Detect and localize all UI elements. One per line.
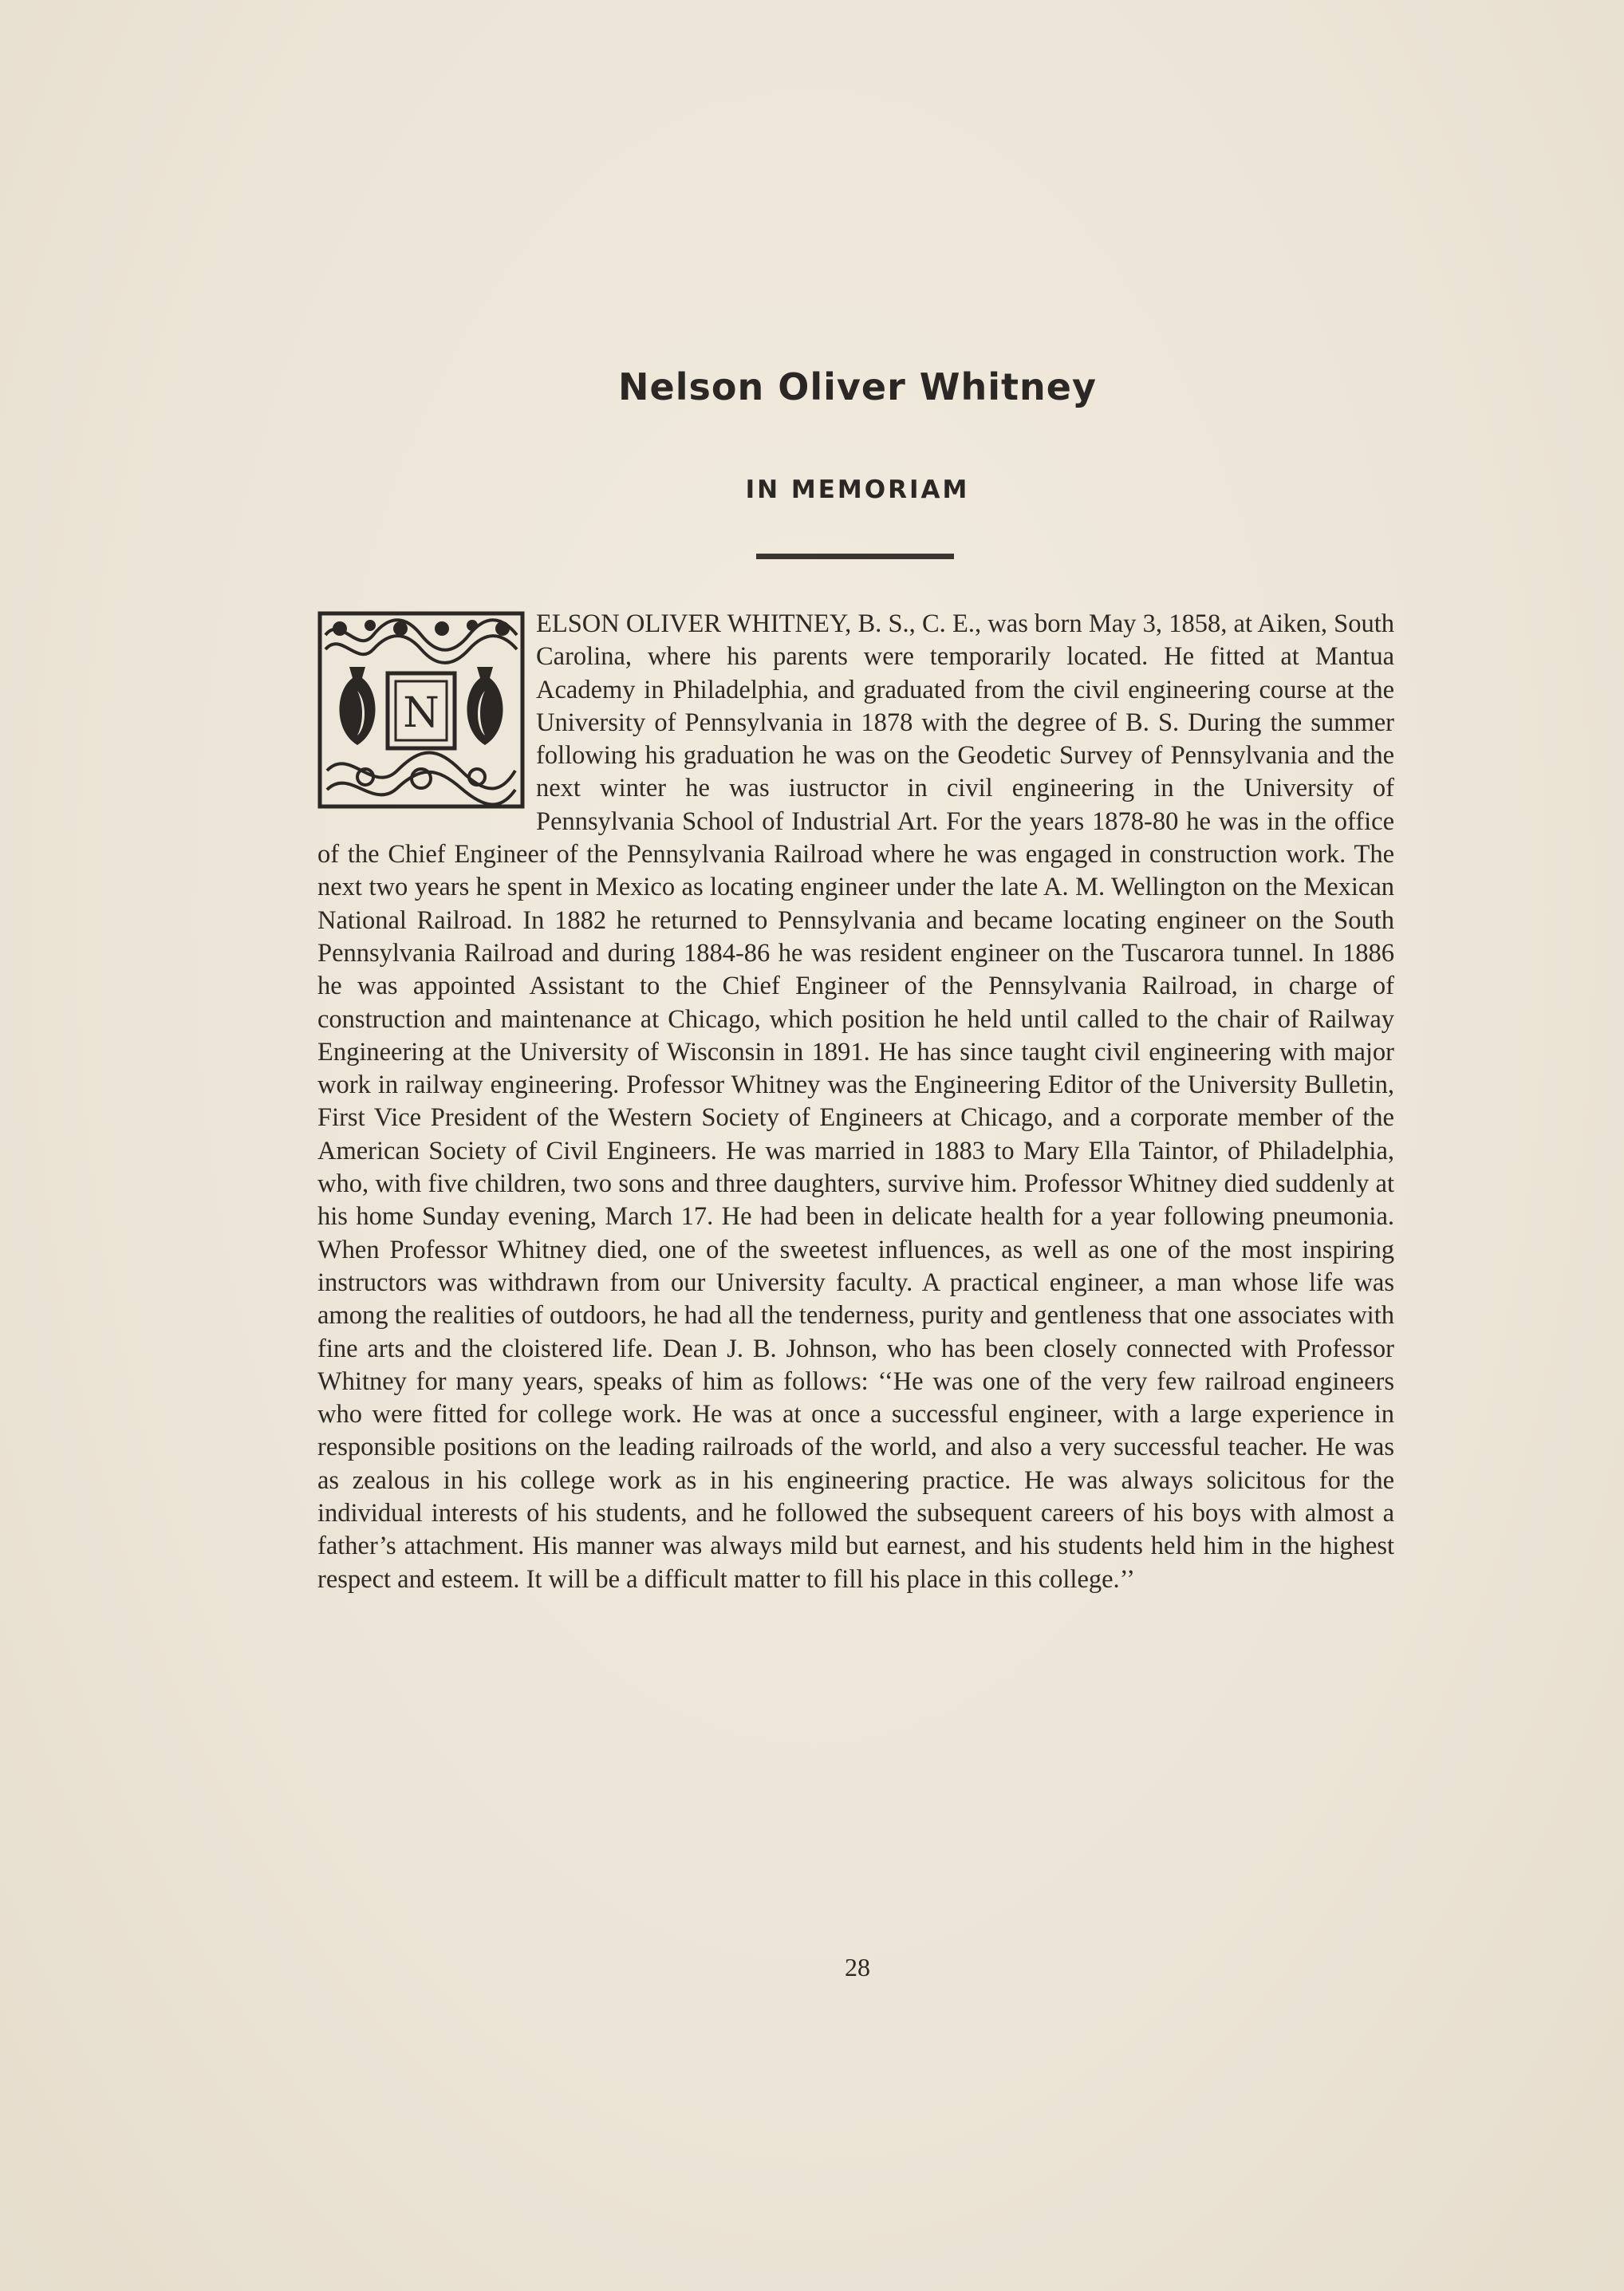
first-word-rest: ELSON OLIVER WHITNEY, [536,609,852,638]
page-subtitle: IN MEMORIAM [745,475,970,504]
drop-cap-letter: N [403,689,440,737]
page-number: 28 [845,1953,870,1981]
title-divider-rule [756,554,954,559]
article-text: B. S., C. E., was born May 3, 1858, at Aiken, South Carolina, where his parents were temporarily located. He fitted at Mantua Academy in Philadelphia, and graduated from the civil engineering course at the University of Pennsylvania in 1878 with the degree of B. S. During the summer following his graduation he was on the Geodetic Survey of Pennsylvania and the next winter he was iustructor in civil engineering in the University of Pennsylvania School of Industrial Art. For the years 1878-80 he was in the office of the Chief Engineer of the Pennsylvania Railroad where he was engaged in construction work. The next two years he spent in Mexico as locating engineer under the late A. M. Wellington on the Mexican National Railroad. In 1882 he returned to Pennsylvania and became locating engineer on the South Pennsylvania Railroad and during 1884-86 he was resident engineer on the Tuscarora tunnel. In 1886 he was appointed Assistant to the Chief Engineer of the Pennsylvania Railroad, in charge of construction and maintenance at Chicago, which position he held until called to the chair of Railway Engineering at the University of Wisconsin in 1891. He has since taught civil engineering with major work in railway engineering. Professor Whitney was the Engineering Editor of the University Bulletin, First Vice President of the Western Society of Engineers at Chicago, and a corporate member of the American Society of Civil Engineers. He was married in 1883 to Mary Ella Taintor, of Philadelphia, who, with five children, two sons and three daughters, survive him. Professor Whitney died suddenly at his home Sunday evening, March 17. He had been in delicate health for a year following pneumonia. When Professor Whitney died, one of the sweetest influences, as well as one of the most inspiring instructors was withdrawn from our University faculty. A practical engineer, a man whose life was among the realities of outdoors, he had all the tenderness, purity and gentleness that one associates with fine arts and the cloistered life. Dean J. B. Johnson, who has been closely connected with Professor Whitney for many years, speaks of him as follows: ‘‘He was one of the very few railroad engineers who were fitted for college work. He was at once a successful engineer, with a large experience in responsible positions on the leading railroads of the world, and also a very successful teacher. He was as zealous in his college work as in his engineering practice. He was always solicitous for the individual interests of his students, and he followed the subsequent careers of his boys with almost a father’s attachment. His manner was always mild but earnest, and his students held him in the highest respect and esteem. It will be a difficult matter to fill his place in this college.’’ [317,609,1395,1594]
page-title: Nelson Oliver Whitney [618,365,1097,408]
ornamental-drop-cap [317,611,525,809]
memorial-body-text [317,608,1394,1596]
